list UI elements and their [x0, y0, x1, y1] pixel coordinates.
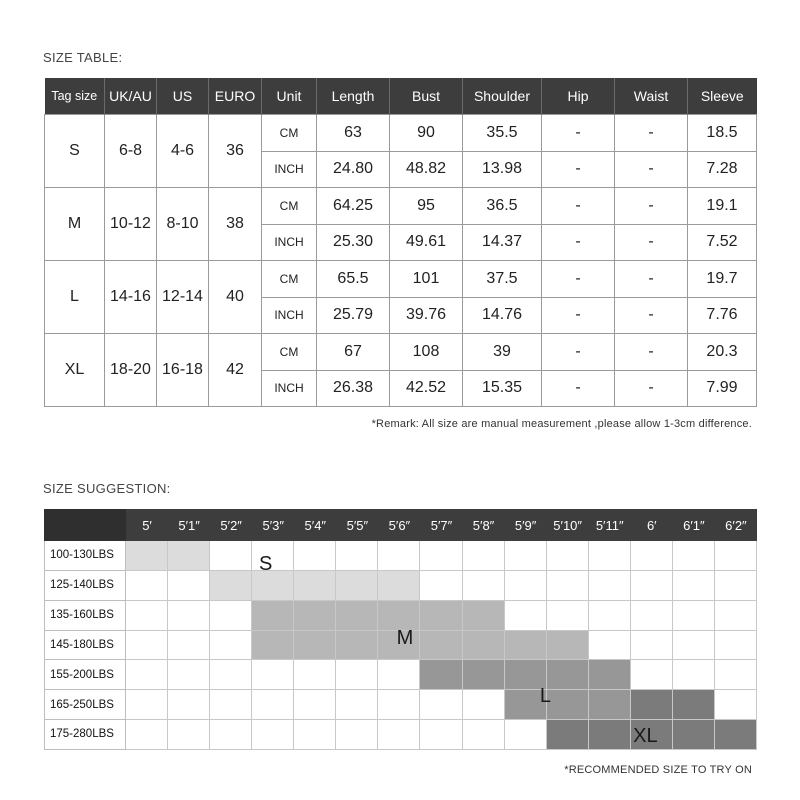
grid-cell	[168, 601, 210, 631]
grid-cell	[126, 631, 168, 661]
grid-cell	[336, 660, 378, 690]
grid-cell	[126, 720, 168, 750]
hip-cell: -	[542, 115, 615, 152]
grid-cell	[589, 631, 631, 661]
bust-cell: 39.76	[390, 297, 463, 334]
grid-cell	[294, 660, 336, 690]
size-region-label-s: S	[259, 553, 273, 576]
size-row	[45, 115, 757, 152]
uk-au-cell: 10-12	[105, 188, 157, 261]
waist-cell: -	[615, 261, 688, 298]
grid-cell	[126, 571, 168, 601]
unit-cell: CM	[262, 115, 317, 152]
header-us: US	[157, 78, 209, 115]
grid-cell	[631, 690, 673, 720]
euro-cell: 40	[209, 261, 262, 334]
tag-size-cell: S	[45, 115, 105, 188]
grid-cell	[715, 541, 757, 571]
grid-cell	[673, 631, 715, 661]
grid-cell	[126, 690, 168, 720]
grid-cell	[547, 601, 589, 631]
header-hip: Hip	[542, 78, 615, 115]
size-table-header-row	[45, 78, 757, 115]
grid-cell	[715, 660, 757, 690]
shoulder-cell: 14.37	[463, 224, 542, 261]
header-unit: Unit	[262, 78, 317, 115]
length-cell: 24.80	[317, 151, 390, 188]
grid-cell	[168, 631, 210, 661]
grid-cell	[294, 541, 336, 571]
grid-cell	[336, 720, 378, 750]
size-row	[45, 334, 757, 371]
unit-cell: CM	[262, 334, 317, 371]
grid-cell	[252, 690, 294, 720]
grid-cell	[420, 660, 462, 690]
grid-cell	[505, 720, 547, 750]
shoulder-cell: 13.98	[463, 151, 542, 188]
grid-cell	[168, 571, 210, 601]
grid-cell	[378, 660, 420, 690]
grid-cell	[463, 690, 505, 720]
recommended-footnote: *RECOMMENDED SIZE TO TRY ON	[564, 764, 752, 776]
sleeve-cell: 7.99	[688, 370, 757, 407]
grid-cell	[210, 720, 252, 750]
hip-cell: -	[542, 334, 615, 371]
euro-cell: 36	[209, 115, 262, 188]
grid-cell	[547, 541, 589, 571]
grid-cell	[547, 660, 589, 690]
euro-cell: 42	[209, 334, 262, 407]
hip-cell: -	[542, 297, 615, 334]
hip-cell: -	[542, 370, 615, 407]
grid-cell	[126, 541, 168, 571]
sleeve-cell: 19.7	[688, 261, 757, 298]
shoulder-cell: 39	[463, 334, 542, 371]
grid-cell	[210, 541, 252, 571]
sleeve-cell: 18.5	[688, 115, 757, 152]
grid-cell	[378, 541, 420, 571]
header-uk-au: UK/AU	[105, 78, 157, 115]
bust-cell: 42.52	[390, 370, 463, 407]
length-cell: 64.25	[317, 188, 390, 225]
grid-cell	[294, 631, 336, 661]
grid-cell	[294, 601, 336, 631]
height-header: 5′5″	[346, 517, 369, 533]
measurement-remark: *Remark: All size are manual measurement ,please allow 1-3cm difference.	[371, 418, 752, 430]
bust-cell: 101	[390, 261, 463, 298]
height-header: 5′4″	[304, 517, 327, 533]
shoulder-cell: 15.35	[463, 370, 542, 407]
waist-cell: -	[615, 297, 688, 334]
waist-cell: -	[615, 115, 688, 152]
tag-size-cell: M	[45, 188, 105, 261]
size-region-label-xl: XL	[633, 724, 658, 747]
grid-cell	[168, 660, 210, 690]
bust-cell: 108	[390, 334, 463, 371]
grid-cell	[715, 690, 757, 720]
grid-cell	[252, 601, 294, 631]
waist-cell: -	[615, 224, 688, 261]
grid-cell	[463, 571, 505, 601]
grid-cell	[336, 571, 378, 601]
grid-cell	[673, 690, 715, 720]
size-suggestion-grid	[44, 509, 757, 750]
grid-cell	[126, 660, 168, 690]
grid-cell	[673, 571, 715, 601]
height-header: 5′8″	[472, 517, 495, 533]
weight-label: 165-250LBS	[44, 690, 126, 720]
grid-cell	[589, 660, 631, 690]
grid-cell	[589, 601, 631, 631]
grid-cell	[589, 571, 631, 601]
grid-cell	[631, 660, 673, 690]
height-header: 6′1″	[683, 517, 705, 533]
us-cell: 8-10	[157, 188, 209, 261]
grid-cell	[589, 720, 631, 750]
grid-cell	[378, 690, 420, 720]
header-length: Length	[317, 78, 390, 115]
grid-cell	[463, 601, 505, 631]
grid-cell	[420, 571, 462, 601]
height-header: 5′11″	[595, 517, 624, 533]
us-cell: 16-18	[157, 334, 209, 407]
hip-cell: -	[542, 188, 615, 225]
bust-cell: 90	[390, 115, 463, 152]
weight-row	[44, 541, 757, 571]
grid-cell	[673, 660, 715, 690]
grid-cell	[673, 720, 715, 750]
weight-row	[44, 660, 757, 690]
grid-cell	[378, 571, 420, 601]
shoulder-cell: 14.76	[463, 297, 542, 334]
hip-cell: -	[542, 224, 615, 261]
grid-cell	[420, 541, 462, 571]
grid-cell	[463, 720, 505, 750]
weight-label: 175-280LBS	[44, 720, 126, 750]
header-waist: Waist	[615, 78, 688, 115]
header-shoulder: Shoulder	[463, 78, 542, 115]
grid-cell	[210, 601, 252, 631]
grid-cell	[463, 631, 505, 661]
header-tag-size: Tag size	[45, 78, 105, 115]
grid-cell	[463, 541, 505, 571]
grid-cell	[505, 601, 547, 631]
shoulder-cell: 37.5	[463, 261, 542, 298]
grid-cell	[168, 720, 210, 750]
length-cell: 65.5	[317, 261, 390, 298]
grid-cell	[631, 631, 673, 661]
length-cell: 67	[317, 334, 390, 371]
euro-cell: 38	[209, 188, 262, 261]
grid-cell	[210, 690, 252, 720]
size-row	[45, 188, 757, 225]
height-header: 5′6″	[388, 517, 411, 533]
grid-cell	[336, 631, 378, 661]
unit-cell: INCH	[262, 370, 317, 407]
grid-cell	[547, 631, 589, 661]
unit-cell: INCH	[262, 224, 317, 261]
waist-cell: -	[615, 370, 688, 407]
size-region-label-m: M	[396, 626, 414, 649]
height-header: 5′2″	[220, 517, 242, 533]
bust-cell: 49.61	[390, 224, 463, 261]
grid-corner	[44, 509, 126, 541]
grid-cell	[673, 601, 715, 631]
grid-cell	[547, 571, 589, 601]
unit-cell: INCH	[262, 297, 317, 334]
grid-cell	[420, 601, 462, 631]
grid-cell	[505, 541, 547, 571]
length-cell: 25.79	[317, 297, 390, 334]
sleeve-cell: 20.3	[688, 334, 757, 371]
grid-cell	[420, 720, 462, 750]
uk-au-cell: 14-16	[105, 261, 157, 334]
height-header: 5′10″	[553, 517, 583, 533]
weight-label: 100-130LBS	[44, 541, 126, 571]
height-header: 5′1″	[178, 517, 200, 533]
length-cell: 63	[317, 115, 390, 152]
grid-cell	[294, 720, 336, 750]
grid-cell	[168, 690, 210, 720]
grid-cell	[589, 690, 631, 720]
weight-label: 125-140LBS	[44, 571, 126, 601]
grid-cell	[715, 571, 757, 601]
grid-cell	[505, 571, 547, 601]
hip-cell: -	[542, 151, 615, 188]
shoulder-cell: 35.5	[463, 115, 542, 152]
weight-row	[44, 571, 757, 601]
weight-label: 155-200LBS	[44, 660, 126, 690]
size-region-label-l: L	[539, 684, 551, 707]
height-header: 5′7″	[430, 517, 453, 533]
grid-cell	[463, 660, 505, 690]
sleeve-cell: 19.1	[688, 188, 757, 225]
grid-cell	[252, 720, 294, 750]
grid-cell	[294, 571, 336, 601]
grid-cell	[673, 541, 715, 571]
grid-cell	[294, 690, 336, 720]
unit-cell: CM	[262, 261, 317, 298]
sleeve-cell: 7.76	[688, 297, 757, 334]
size-row	[45, 261, 757, 298]
grid-cell	[547, 720, 589, 750]
height-header: 5′3″	[262, 517, 284, 533]
shoulder-cell: 36.5	[463, 188, 542, 225]
grid-cell	[631, 541, 673, 571]
grid-cell	[505, 631, 547, 661]
grid-cell	[715, 720, 757, 750]
grid-cell	[210, 571, 252, 601]
waist-cell: -	[615, 151, 688, 188]
tag-size-cell: L	[45, 261, 105, 334]
grid-cell	[420, 631, 462, 661]
grid-cell	[336, 690, 378, 720]
size-suggestion-title: SIZE SUGGESTION:	[43, 481, 171, 496]
header-euro: EURO	[209, 78, 262, 115]
height-header: 5′	[142, 517, 152, 533]
weight-row	[44, 690, 757, 720]
us-cell: 12-14	[157, 261, 209, 334]
grid-cell	[631, 601, 673, 631]
grid-cell	[336, 541, 378, 571]
length-cell: 25.30	[317, 224, 390, 261]
waist-cell: -	[615, 188, 688, 225]
grid-cell	[336, 601, 378, 631]
grid-cell	[378, 720, 420, 750]
weight-label: 145-180LBS	[44, 631, 126, 661]
grid-cell	[126, 601, 168, 631]
size-table-title: SIZE TABLE:	[43, 50, 123, 65]
header-bust: Bust	[390, 78, 463, 115]
uk-au-cell: 6-8	[105, 115, 157, 188]
grid-cell	[252, 631, 294, 661]
bust-cell: 95	[390, 188, 463, 225]
height-header: 5′9″	[514, 517, 537, 533]
grid-cell	[210, 631, 252, 661]
hip-cell: -	[542, 261, 615, 298]
height-header: 6′2″	[725, 517, 747, 533]
grid-header-row	[44, 509, 757, 541]
grid-cell	[210, 660, 252, 690]
grid-cell	[589, 541, 631, 571]
header-sleeve: Sleeve	[688, 78, 757, 115]
weight-label: 135-160LBS	[44, 601, 126, 631]
unit-cell: CM	[262, 188, 317, 225]
grid-cell	[715, 601, 757, 631]
size-table	[44, 78, 757, 407]
length-cell: 26.38	[317, 370, 390, 407]
grid-cell	[168, 541, 210, 571]
unit-cell: INCH	[262, 151, 317, 188]
grid-cell	[420, 690, 462, 720]
sleeve-cell: 7.28	[688, 151, 757, 188]
bust-cell: 48.82	[390, 151, 463, 188]
sleeve-cell: 7.52	[688, 224, 757, 261]
height-header: 6′	[646, 517, 657, 533]
tag-size-cell: XL	[45, 334, 105, 407]
us-cell: 4-6	[157, 115, 209, 188]
uk-au-cell: 18-20	[105, 334, 157, 407]
grid-cell	[547, 690, 589, 720]
grid-cell	[252, 660, 294, 690]
grid-cell	[631, 571, 673, 601]
waist-cell: -	[615, 334, 688, 371]
grid-cell	[715, 631, 757, 661]
